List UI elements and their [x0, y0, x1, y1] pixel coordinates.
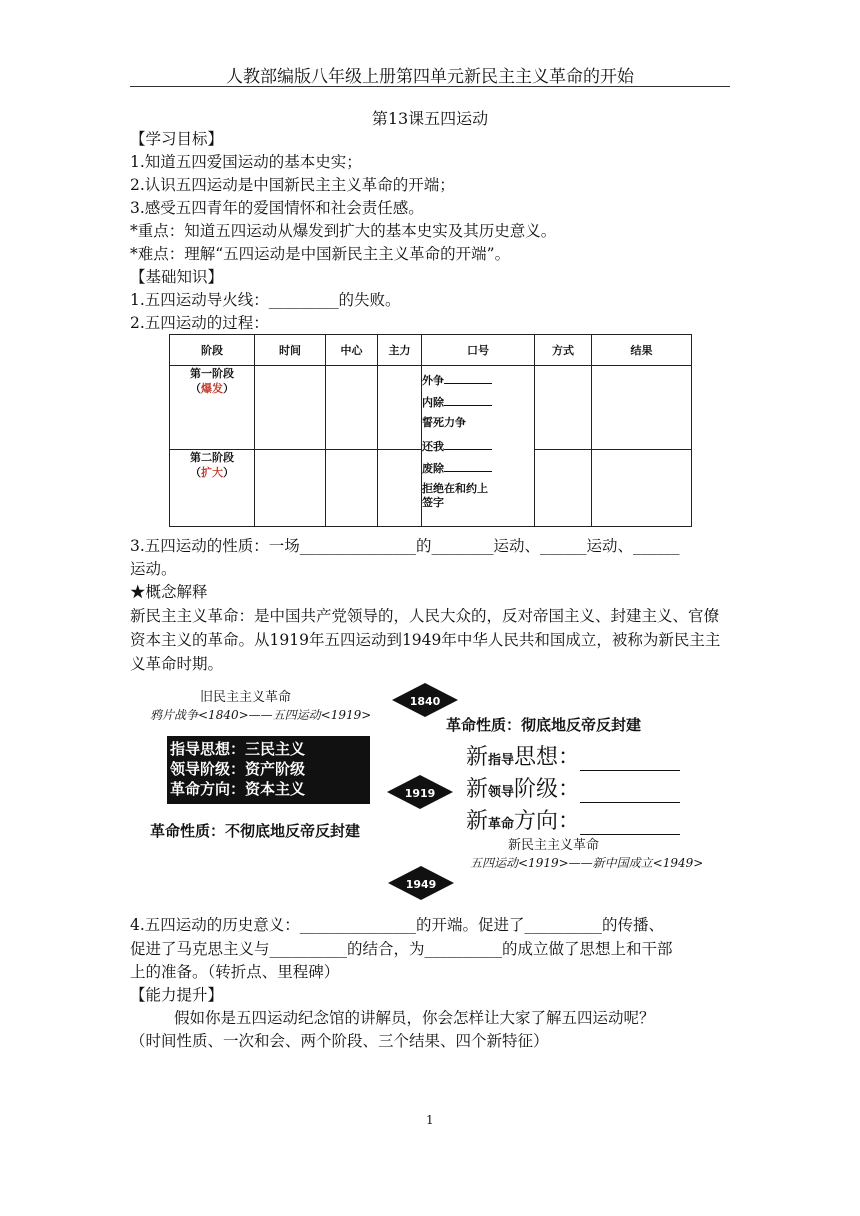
- lesson-title: 第13课五四运动: [371, 109, 489, 128]
- stage-2-cell: [170, 450, 255, 527]
- objective-3: 3.感受五四青年的爱国情怀和社会责任感。: [130, 199, 424, 217]
- old-leading-class: 领导阶级：资产阶级: [170, 760, 306, 778]
- th-time: 时间: [255, 335, 326, 366]
- new-revolution-direction: 新革命方向：: [466, 804, 680, 835]
- old-guiding-thought: 指导思想：三民主义: [170, 740, 306, 758]
- stage-1-method: [535, 366, 592, 450]
- year-1919-diamond: [387, 775, 453, 809]
- old-revolution-direction: 革命方向：资本主义: [170, 780, 306, 798]
- old-revolution-box: [167, 736, 370, 804]
- page-number: 1: [426, 1113, 434, 1127]
- th-stage: 阶段: [170, 335, 255, 366]
- th-result: 结果: [592, 335, 692, 366]
- stage-1-close: ）: [223, 382, 234, 395]
- objective-1: 1.知道五四爱国运动的基本史实；: [130, 153, 362, 171]
- stage-1-name: 爆发: [201, 382, 223, 395]
- question-3-line-2: 运动。: [130, 560, 177, 578]
- key-point: *重点：知道五四运动从爆发到扩大的基本史实及其历史意义。: [130, 222, 557, 240]
- stage-2-label: 第二阶段: [190, 451, 234, 464]
- stage-2-open: （: [190, 466, 201, 479]
- question-2: 2.五四运动的过程：: [130, 314, 269, 332]
- question-4-line-3: 上的准备。（转折点、里程碑）: [130, 963, 340, 981]
- ability-hint: （时间性质、一次和会、两个阶段、三个结果、四个新特征）: [130, 1032, 549, 1050]
- stage-1-force: [378, 366, 422, 450]
- concept-text: 新民主主义革命：是中国共产党领导的，人民大众的，反对帝国主义、封建主义、官僚资本主义的革命。从1919年五四运动到1949年中华人民共和国成立，被称为新民主主义革命时期。: [130, 607, 721, 673]
- difficulty-point: *难点：理解“五四运动是中国新民主主义革命的开端”。: [130, 245, 511, 263]
- ability-heading: 【能力提升】: [130, 986, 224, 1004]
- process-table: [169, 334, 692, 527]
- objective-2: 2.认识五四运动是中国新民主主义革命的开端；: [130, 176, 455, 194]
- new-revolution-nature: 革命性质：彻底地反帝反封建: [446, 716, 642, 734]
- slogans-cell: [422, 366, 535, 527]
- old-revolution-nature: 革命性质：不彻底地反帝反封建: [150, 822, 361, 840]
- stage-2-method: [535, 450, 592, 527]
- stage-2-force: [378, 450, 422, 527]
- stage-1-open: （: [190, 382, 201, 395]
- question-4-line-2: 促进了马克思主义与__________的结合，为__________的成立做了思想上和干部: [130, 940, 673, 958]
- concept-heading: ★概念解释: [130, 583, 208, 601]
- basics-heading: 【基础知识】: [130, 268, 224, 286]
- new-guiding-thought: 新指导思想：: [466, 740, 680, 771]
- slogan-6b: 签字: [422, 496, 444, 509]
- stage-2-time: [255, 450, 326, 527]
- page-header: 人教部编版八年级上册第四单元新民主主义革命的开始: [226, 67, 634, 87]
- new-revolution-period: 五四运动<1919>——新中国成立<1949>: [470, 856, 704, 870]
- objectives-heading: 【学习目标】: [130, 130, 224, 148]
- ability-question: 假如你是五四运动纪念馆的讲解员，你会怎样让大家了解五四运动呢？: [174, 1009, 655, 1027]
- new-leading-class: 新领导阶级：: [466, 772, 680, 803]
- question-3-line-1: 3.五四运动的性质：一场_______________的________运动、______运动、______: [130, 537, 680, 555]
- stage-1-label: 第一阶段: [190, 367, 234, 380]
- year-1949-diamond: [388, 866, 454, 900]
- stage-1-result: [592, 366, 692, 450]
- year-1949: 1949: [405, 878, 437, 891]
- th-main-force: 主力: [378, 335, 422, 366]
- slogan-3: 誓死力争: [422, 416, 466, 429]
- stage-1-center: [326, 366, 378, 450]
- stage-2-result: [592, 450, 692, 527]
- old-revolution-period: 鸦片战争<1840>——五四运动<1919>: [150, 708, 372, 722]
- slogan-5: 废除: [422, 462, 444, 475]
- question-4-line-1: 4.五四运动的历史意义：_______________的开端。促进了__________的传播、: [130, 916, 665, 934]
- th-slogan: 口号: [422, 335, 535, 366]
- year-1840-diamond: [392, 683, 458, 717]
- stage-2-center: [326, 450, 378, 527]
- new-revolution-title: 新民主主义革命: [508, 838, 600, 853]
- slogan-1: 外争: [422, 374, 444, 387]
- stage-1-cell: [170, 366, 255, 450]
- th-method: 方式: [535, 335, 592, 366]
- old-revolution-title: 旧民主主义革命: [200, 690, 292, 705]
- slogan-2: 内除: [422, 396, 444, 409]
- question-1: 1.五四运动导火线：_________的失败。: [130, 291, 401, 309]
- stage-2-name: 扩大: [201, 466, 223, 479]
- slogan-4: 还我: [422, 440, 444, 453]
- year-1840: 1840: [409, 695, 441, 708]
- stage-1-time: [255, 366, 326, 450]
- year-1919: 1919: [404, 787, 436, 800]
- stage-2-close: ）: [223, 466, 234, 479]
- slogan-6a: 拒绝在和约上: [422, 482, 488, 495]
- header-rule: [130, 86, 730, 87]
- th-center: 中心: [326, 335, 378, 366]
